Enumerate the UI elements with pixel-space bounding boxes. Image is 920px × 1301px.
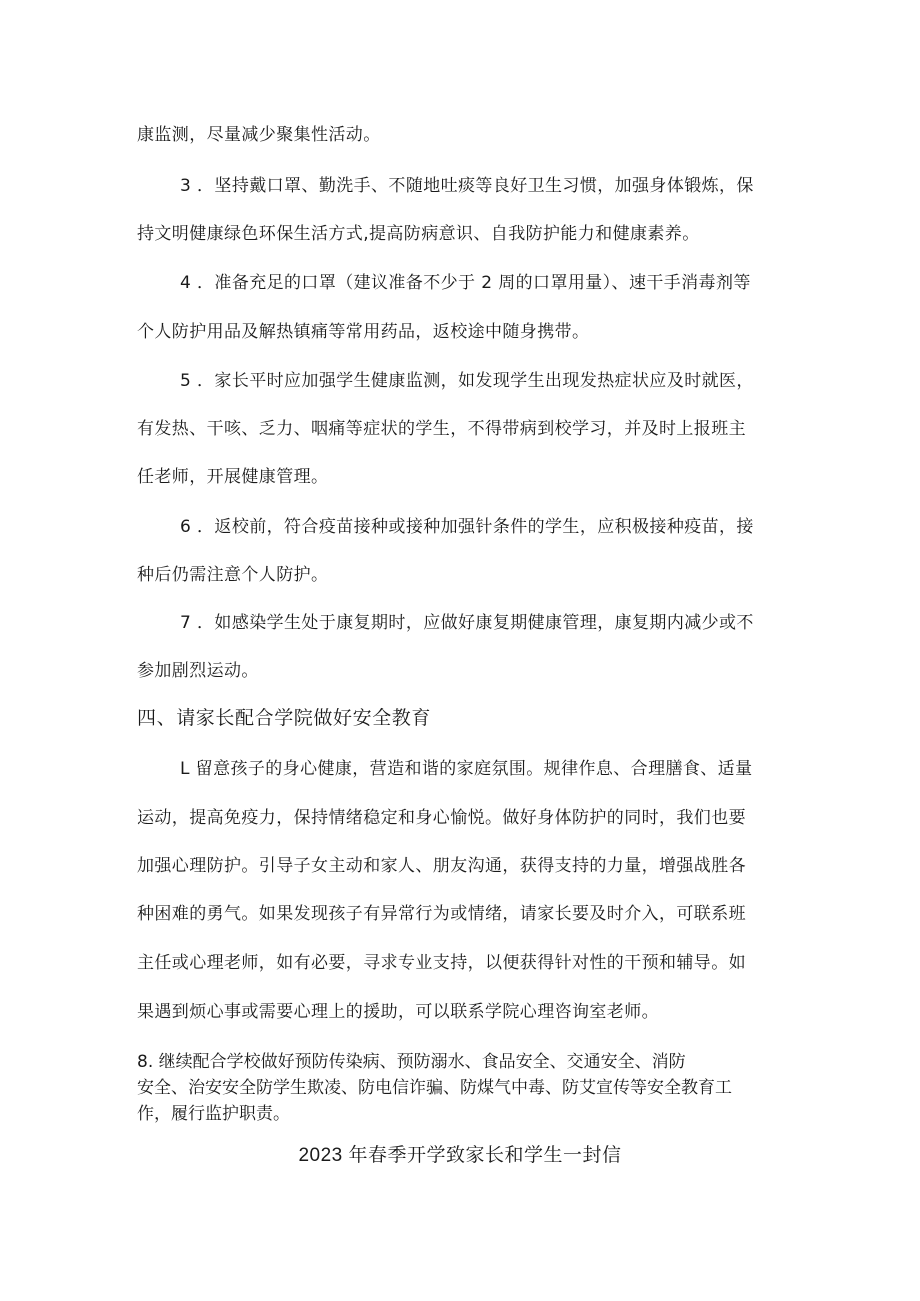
section-paragraph-line: 主任或心理老师，如有必要，寻求专业支持，以便获得针对性的干预和辅导。如 [137, 953, 746, 973]
document-title: 2023 年春季开学致家长和学生一封信 [298, 1145, 622, 1166]
list-item-5-line: 任老师，开展健康管理。 [137, 467, 329, 487]
list-item-7-line: 参加剧烈运动。 [137, 661, 259, 681]
section-paragraph-line: 果遇到烦心事或需要心理上的援助，可以联系学院心理咨询室老师。 [137, 1002, 659, 1022]
list-item-8-line: 8. 继续配合学校做好预防传染病、预防溺水、食品安全、交通安全、消防 [137, 1052, 686, 1072]
list-item-8-line: 作，履行监护职责。 [137, 1104, 290, 1124]
list-item-4-line: 个人防护用品及解热镇痛等常用药品，返校途中随身携带。 [137, 322, 590, 342]
list-item-5-line: 有发热、干咳、乏力、咽痛等症状的学生，不得带病到校学习，并及时上报班主 [137, 419, 746, 439]
list-item-6-line: 种后仍需注意个人防护。 [137, 565, 329, 585]
list-item-6-line: 6 ．返校前，符合疫苗接种或接种加强针条件的学生，应积极接种疫苗，接 [180, 517, 754, 537]
section-paragraph-line: 加强心理防护。引导子女主动和家人、朋友沟通，获得支持的力量，增强战胜各 [137, 856, 746, 876]
list-item-7-line: 7 ．如感染学生处于康复期时，应做好康复期健康管理，康复期内减少或不 [180, 613, 754, 633]
paragraph-line: 康监测，尽量减少聚集性活动。 [137, 125, 381, 145]
section-paragraph-line: L 留意孩子的身心健康，营造和谐的家庭氛围。规律作息、合理膳食、适量 [180, 759, 753, 779]
list-item-8-line: 安全、治安安全防学生欺凌、防电信诈骗、防煤气中毒、防艾宣传等安全教育工 [137, 1078, 732, 1098]
section-heading: 四、请家长配合学院做好安全教育 [137, 707, 432, 729]
list-item-4-line: 4 ．准备充足的口罩（建议准备不少于 2 周的口罩用量）、速干手消毒剂等 [180, 273, 751, 293]
list-item-3-line: 3 ．坚持戴口罩、勤洗手、不随地吐痰等良好卫生习惯，加强身体锻炼，保 [180, 176, 754, 196]
section-paragraph-line: 运动，提高免疫力，保持情绪稳定和身心愉悦。做好身体防护的同时，我们也要 [137, 808, 746, 828]
list-item-3-line: 持文明健康绿色环保生活方式,提高防病意识、自我防护能力和健康素养。 [137, 224, 700, 244]
list-item-5-line: 5 ．家长平时应加强学生健康监测，如发现学生出现发热症状应及时就医， [180, 371, 754, 391]
section-paragraph-line: 种困难的勇气。如果发现孩子有异常行为或情绪，请家长要及时介入，可联系班 [137, 904, 746, 924]
